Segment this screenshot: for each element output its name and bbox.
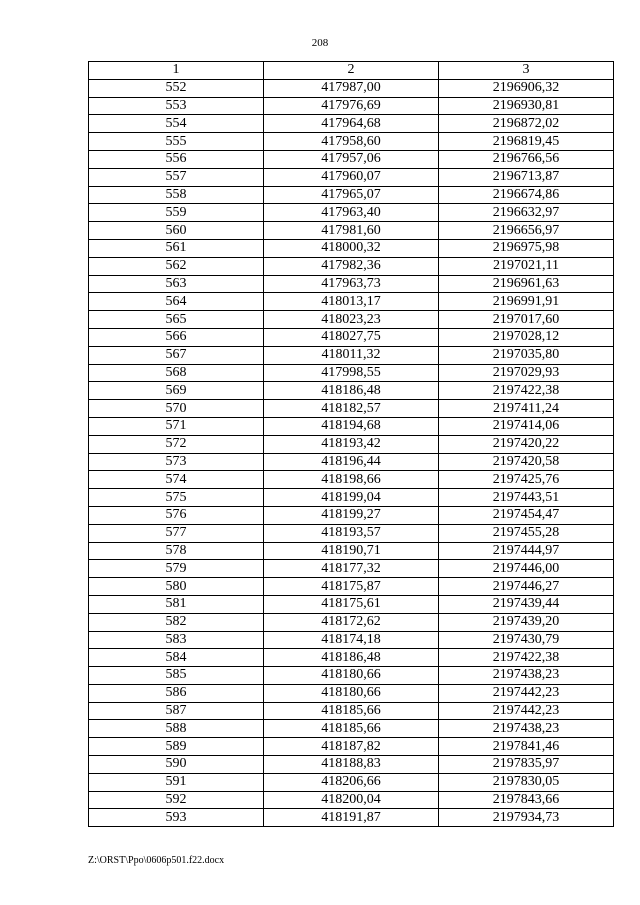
table-row (89, 417, 614, 435)
table-body (89, 79, 614, 826)
y-coordinate-cell: 2196872,02 (439, 115, 614, 133)
footer-file-path: Z:\ORST\Ppo\0606p501.f22.docx (88, 855, 225, 866)
x-coordinate-cell: 418175,87 (264, 578, 439, 596)
x-coordinate-cell: 418200,04 (264, 791, 439, 809)
table-row (89, 560, 614, 578)
point-number-cell: 583 (89, 631, 264, 649)
y-coordinate-cell: 2197438,23 (439, 667, 614, 685)
coordinates-table (88, 61, 614, 827)
point-number-cell: 558 (89, 186, 264, 204)
column-header-1: 1 (89, 62, 264, 80)
y-coordinate-cell: 2196975,98 (439, 239, 614, 257)
table-row (89, 400, 614, 418)
point-number-cell: 571 (89, 417, 264, 435)
x-coordinate-cell: 418000,32 (264, 239, 439, 257)
table-row (89, 150, 614, 168)
table-row (89, 204, 614, 222)
y-coordinate-cell: 2196961,63 (439, 275, 614, 293)
table-row (89, 791, 614, 809)
table-row (89, 756, 614, 774)
point-number-cell: 569 (89, 382, 264, 400)
point-number-cell: 575 (89, 489, 264, 507)
table-row (89, 97, 614, 115)
point-number-cell: 555 (89, 133, 264, 151)
y-coordinate-cell: 2197438,23 (439, 720, 614, 738)
table-row (89, 115, 614, 133)
x-coordinate-cell: 417963,40 (264, 204, 439, 222)
x-coordinate-cell: 418172,62 (264, 613, 439, 631)
y-coordinate-cell: 2196632,97 (439, 204, 614, 222)
point-number-cell: 563 (89, 275, 264, 293)
table-row (89, 684, 614, 702)
point-number-cell: 552 (89, 79, 264, 97)
x-coordinate-cell: 418023,23 (264, 311, 439, 329)
y-coordinate-cell: 2197420,22 (439, 435, 614, 453)
x-coordinate-cell: 418185,66 (264, 702, 439, 720)
x-coordinate-cell: 417958,60 (264, 133, 439, 151)
point-number-cell: 577 (89, 524, 264, 542)
point-number-cell: 556 (89, 150, 264, 168)
x-coordinate-cell: 417964,68 (264, 115, 439, 133)
table-row (89, 257, 614, 275)
x-coordinate-cell: 418196,44 (264, 453, 439, 471)
point-number-cell: 570 (89, 400, 264, 418)
point-number-cell: 584 (89, 649, 264, 667)
y-coordinate-cell: 2196991,91 (439, 293, 614, 311)
y-coordinate-cell: 2197934,73 (439, 809, 614, 827)
table-row (89, 382, 614, 400)
y-coordinate-cell: 2197029,93 (439, 364, 614, 382)
y-coordinate-cell: 2197843,66 (439, 791, 614, 809)
table-row (89, 133, 614, 151)
y-coordinate-cell: 2197835,97 (439, 756, 614, 774)
x-coordinate-cell: 418193,42 (264, 435, 439, 453)
x-coordinate-cell: 418013,17 (264, 293, 439, 311)
point-number-cell: 592 (89, 791, 264, 809)
point-number-cell: 588 (89, 720, 264, 738)
x-coordinate-cell: 417960,07 (264, 168, 439, 186)
x-coordinate-cell: 418177,32 (264, 560, 439, 578)
x-coordinate-cell: 418180,66 (264, 684, 439, 702)
x-coordinate-cell: 418193,57 (264, 524, 439, 542)
y-coordinate-cell: 2196766,56 (439, 150, 614, 168)
point-number-cell: 585 (89, 667, 264, 685)
y-coordinate-cell: 2197446,27 (439, 578, 614, 596)
y-coordinate-cell: 2197021,11 (439, 257, 614, 275)
y-coordinate-cell: 2197422,38 (439, 649, 614, 667)
table-row (89, 435, 614, 453)
y-coordinate-cell: 2197443,51 (439, 489, 614, 507)
table-row (89, 720, 614, 738)
table-row (89, 631, 614, 649)
y-coordinate-cell: 2197841,46 (439, 738, 614, 756)
x-coordinate-cell: 417965,07 (264, 186, 439, 204)
point-number-cell: 593 (89, 809, 264, 827)
x-coordinate-cell: 417982,36 (264, 257, 439, 275)
point-number-cell: 562 (89, 257, 264, 275)
point-number-cell: 573 (89, 453, 264, 471)
x-coordinate-cell: 417998,55 (264, 364, 439, 382)
point-number-cell: 579 (89, 560, 264, 578)
point-number-cell: 554 (89, 115, 264, 133)
y-coordinate-cell: 2197017,60 (439, 311, 614, 329)
x-coordinate-cell: 418194,68 (264, 417, 439, 435)
table-row (89, 542, 614, 560)
y-coordinate-cell: 2197455,28 (439, 524, 614, 542)
x-coordinate-cell: 417963,73 (264, 275, 439, 293)
point-number-cell: 567 (89, 346, 264, 364)
x-coordinate-cell: 418011,32 (264, 346, 439, 364)
y-coordinate-cell: 2197028,12 (439, 328, 614, 346)
point-number-cell: 568 (89, 364, 264, 382)
table-row (89, 328, 614, 346)
page-number: 208 (311, 37, 329, 49)
table-row (89, 239, 614, 257)
x-coordinate-cell: 418182,57 (264, 400, 439, 418)
x-coordinate-cell: 418199,27 (264, 506, 439, 524)
table-row (89, 506, 614, 524)
x-coordinate-cell: 418186,48 (264, 649, 439, 667)
table-row (89, 667, 614, 685)
table-row (89, 649, 614, 667)
x-coordinate-cell: 417976,69 (264, 97, 439, 115)
y-coordinate-cell: 2197422,38 (439, 382, 614, 400)
table-row (89, 471, 614, 489)
x-coordinate-cell: 418186,48 (264, 382, 439, 400)
x-coordinate-cell: 418191,87 (264, 809, 439, 827)
y-coordinate-cell: 2197430,79 (439, 631, 614, 649)
y-coordinate-cell: 2197411,24 (439, 400, 614, 418)
x-coordinate-cell: 418198,66 (264, 471, 439, 489)
table-row (89, 79, 614, 97)
point-number-cell: 561 (89, 239, 264, 257)
table-row (89, 595, 614, 613)
x-coordinate-cell: 418180,66 (264, 667, 439, 685)
table-row (89, 222, 614, 240)
y-coordinate-cell: 2197442,23 (439, 684, 614, 702)
point-number-cell: 590 (89, 756, 264, 774)
point-number-cell: 582 (89, 613, 264, 631)
y-coordinate-cell: 2196674,86 (439, 186, 614, 204)
point-number-cell: 553 (89, 97, 264, 115)
y-coordinate-cell: 2197444,97 (439, 542, 614, 560)
table-row (89, 168, 614, 186)
table-row (89, 524, 614, 542)
x-coordinate-cell: 418175,61 (264, 595, 439, 613)
point-number-cell: 566 (89, 328, 264, 346)
table-header-row (89, 62, 614, 80)
y-coordinate-cell: 2197425,76 (439, 471, 614, 489)
table-row (89, 186, 614, 204)
point-number-cell: 589 (89, 738, 264, 756)
y-coordinate-cell: 2196819,45 (439, 133, 614, 151)
point-number-cell: 557 (89, 168, 264, 186)
point-number-cell: 591 (89, 773, 264, 791)
y-coordinate-cell: 2196713,87 (439, 168, 614, 186)
table-row (89, 613, 614, 631)
point-number-cell: 580 (89, 578, 264, 596)
y-coordinate-cell: 2196906,32 (439, 79, 614, 97)
x-coordinate-cell: 417987,00 (264, 79, 439, 97)
y-coordinate-cell: 2197035,80 (439, 346, 614, 364)
table-row (89, 293, 614, 311)
y-coordinate-cell: 2197442,23 (439, 702, 614, 720)
point-number-cell: 564 (89, 293, 264, 311)
x-coordinate-cell: 418190,71 (264, 542, 439, 560)
x-coordinate-cell: 418206,66 (264, 773, 439, 791)
table-row (89, 773, 614, 791)
x-coordinate-cell: 417957,06 (264, 150, 439, 168)
point-number-cell: 574 (89, 471, 264, 489)
x-coordinate-cell: 418187,82 (264, 738, 439, 756)
table-row (89, 578, 614, 596)
point-number-cell: 578 (89, 542, 264, 560)
point-number-cell: 572 (89, 435, 264, 453)
x-coordinate-cell: 418185,66 (264, 720, 439, 738)
x-coordinate-cell: 418188,83 (264, 756, 439, 774)
point-number-cell: 559 (89, 204, 264, 222)
point-number-cell: 581 (89, 595, 264, 613)
y-coordinate-cell: 2197414,06 (439, 417, 614, 435)
table-row (89, 809, 614, 827)
y-coordinate-cell: 2196930,81 (439, 97, 614, 115)
column-header-3: 3 (439, 62, 614, 80)
point-number-cell: 587 (89, 702, 264, 720)
point-number-cell: 565 (89, 311, 264, 329)
table-row (89, 702, 614, 720)
y-coordinate-cell: 2197830,05 (439, 773, 614, 791)
y-coordinate-cell: 2196656,97 (439, 222, 614, 240)
y-coordinate-cell: 2197420,58 (439, 453, 614, 471)
y-coordinate-cell: 2197446,00 (439, 560, 614, 578)
point-number-cell: 586 (89, 684, 264, 702)
point-number-cell: 560 (89, 222, 264, 240)
y-coordinate-cell: 2197439,44 (439, 595, 614, 613)
table-row (89, 453, 614, 471)
table-row (89, 311, 614, 329)
table-row (89, 489, 614, 507)
x-coordinate-cell: 418174,18 (264, 631, 439, 649)
x-coordinate-cell: 418027,75 (264, 328, 439, 346)
table-row (89, 346, 614, 364)
table-row (89, 364, 614, 382)
table-row (89, 275, 614, 293)
x-coordinate-cell: 418199,04 (264, 489, 439, 507)
x-coordinate-cell: 417981,60 (264, 222, 439, 240)
y-coordinate-cell: 2197454,47 (439, 506, 614, 524)
table-row (89, 738, 614, 756)
point-number-cell: 576 (89, 506, 264, 524)
column-header-2: 2 (264, 62, 439, 80)
y-coordinate-cell: 2197439,20 (439, 613, 614, 631)
